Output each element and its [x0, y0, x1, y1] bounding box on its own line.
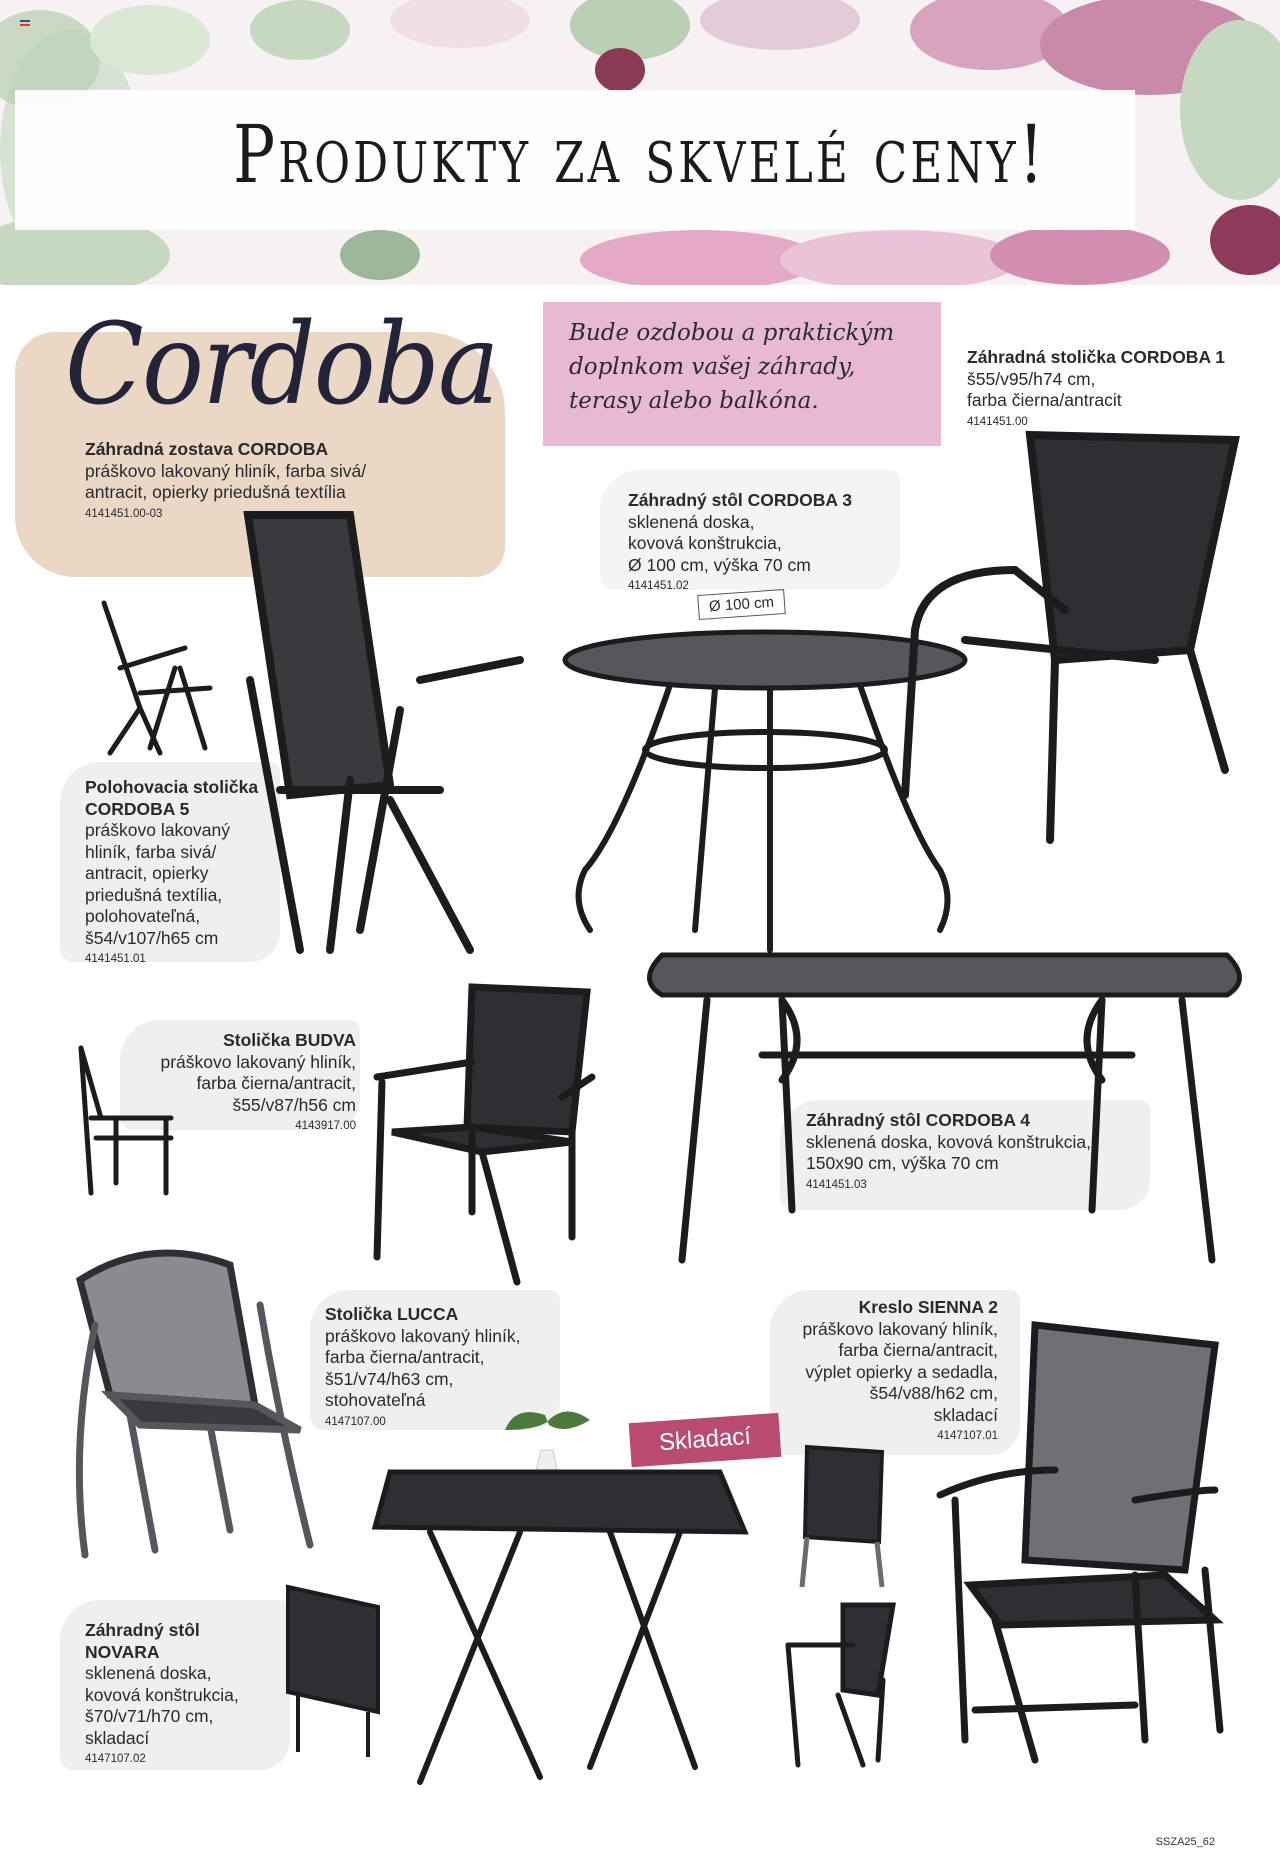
header-banner	[0, 0, 1280, 285]
product-desc-line: antracit, opierky priedušná textília	[85, 482, 346, 502]
product-code: 4141451.00	[967, 415, 1028, 428]
product-name: Záhradný stôl CORDOBA 3	[628, 490, 852, 510]
product-name: Záhradný stôl CORDOBA 4	[806, 1110, 1030, 1130]
flag-icon	[20, 20, 30, 26]
intro-box	[543, 302, 941, 446]
reclining-chair-cordoba-5-image	[240, 510, 540, 960]
product-desc-line: kovová konštrukcia,	[85, 1684, 239, 1705]
product-name: Polohovacia stolička	[85, 777, 259, 797]
product-desc-line: š55/v95/h74 cm,	[967, 368, 1096, 389]
product-desc-line: sklenená doska,	[628, 511, 755, 532]
product-name: Stolička LUCCA	[325, 1304, 459, 1324]
product-desc-line: práškovo lakovaný	[85, 820, 230, 840]
folded-table-novara-image	[283, 1582, 388, 1757]
product-chair-cordoba-1	[967, 347, 1225, 430]
product-code: 4147107.02	[85, 1753, 146, 1765]
chair-lucca-image	[70, 1245, 340, 1565]
product-desc-line: práškovo lakovaný hliník,	[325, 1325, 521, 1346]
product-name: Kreslo SIENNA 2	[858, 1297, 998, 1317]
product-desc-line: farba čierna/antracit,	[838, 1340, 998, 1360]
product-desc-line: sklenená doska,	[85, 1663, 212, 1683]
product-desc-line: kovová konštrukcia,	[628, 533, 782, 553]
product-desc-line: výplet opierky a sedadla,	[805, 1361, 998, 1382]
product-code: 4141451.00-03	[85, 507, 163, 520]
diameter-badge: Ø 100 cm	[697, 589, 786, 620]
intro-text: Bude ozdobou a praktickým doplnkom vašej záhrady, terasy alebo balkóna.	[569, 320, 895, 414]
rect-table-cordoba-4-image	[642, 950, 1252, 1270]
product-desc-line: priedušná textília,	[85, 884, 223, 905]
product-name: Záhradný stôl	[85, 1620, 200, 1640]
product-desc-line: hliník, farba sivá/	[85, 841, 217, 862]
product-name: Záhradná zostava CORDOBA	[85, 439, 329, 459]
product-name: Záhradná stolička CORDOBA 1	[967, 347, 1226, 367]
product-desc-line: š70/v71/h70 cm,	[85, 1706, 214, 1726]
product-name: NOVARA	[85, 1641, 160, 1662]
folded-chair-sienna-image	[797, 1442, 887, 1592]
product-desc-line: skladací	[85, 1727, 150, 1748]
product-desc-line: práškovo lakovaný hliník,	[802, 1318, 998, 1339]
product-chair-cordoba-5	[85, 777, 258, 967]
chair-budva-side-image	[76, 1043, 176, 1198]
product-code: 4141451.03	[806, 1178, 867, 1191]
product-code: 4147107.01	[937, 1430, 998, 1442]
product-desc-line: polohovateľná,	[85, 906, 201, 926]
product-code: 4141451.02	[628, 580, 689, 592]
product-name: CORDOBA 5	[85, 798, 190, 819]
product-desc-line: práškovo lakovaný hliník, farba sivá/	[85, 460, 367, 481]
product-desc-line: antracit, opierky	[85, 863, 209, 883]
chair-budva-image	[372, 982, 602, 1282]
product-desc-line: š54/v88/h62 cm,	[869, 1383, 998, 1403]
product-desc-line: š54/v107/h65 cm	[85, 927, 219, 948]
folding-chair-small-image	[100, 598, 220, 758]
product-code: 4141451.01	[85, 953, 146, 965]
product-code: 4147107.00	[325, 1415, 386, 1428]
product-desc-line: Ø 100 cm, výška 70 cm	[628, 554, 811, 575]
product-desc-line: farba čierna/antracit,	[325, 1347, 485, 1367]
product-table-cordoba-3	[628, 490, 852, 594]
product-desc-line: stohovateľná	[325, 1390, 426, 1410]
product-desc-line: skladací	[933, 1404, 998, 1425]
product-desc-line: š51/v74/h63 cm,	[325, 1368, 454, 1389]
armchair-sienna-2-image	[935, 1320, 1225, 1760]
page-title: Produkty za skvelé ceny!	[233, 108, 1047, 201]
product-code: 4143917.00	[295, 1120, 356, 1132]
product-chair-lucca	[325, 1304, 521, 1430]
product-desc-line: sklenená doska, kovová konštrukcia,	[806, 1131, 1092, 1152]
product-desc-line: š55/v87/h56 cm	[232, 1094, 356, 1115]
chair-sienna-small-image	[783, 1600, 903, 1770]
product-desc-line: 150x90 cm, výška 70 cm	[806, 1153, 999, 1173]
series-script-title: Cordoba	[65, 300, 498, 430]
product-name: Stolička BUDVA	[223, 1030, 356, 1050]
page-code: SSZA25_62	[1155, 1836, 1215, 1848]
product-desc-line: farba čierna/antracit	[967, 390, 1122, 410]
table-novara-image	[370, 1462, 750, 1792]
product-desc-line: farba čierna/antracit,	[196, 1073, 356, 1093]
skladaci-badge: Skladací	[629, 1413, 782, 1467]
chair-cordoba-1-image	[905, 430, 1235, 850]
product-table-novara	[85, 1620, 239, 1767]
product-desc-line: práškovo lakovaný hliník,	[160, 1051, 356, 1072]
